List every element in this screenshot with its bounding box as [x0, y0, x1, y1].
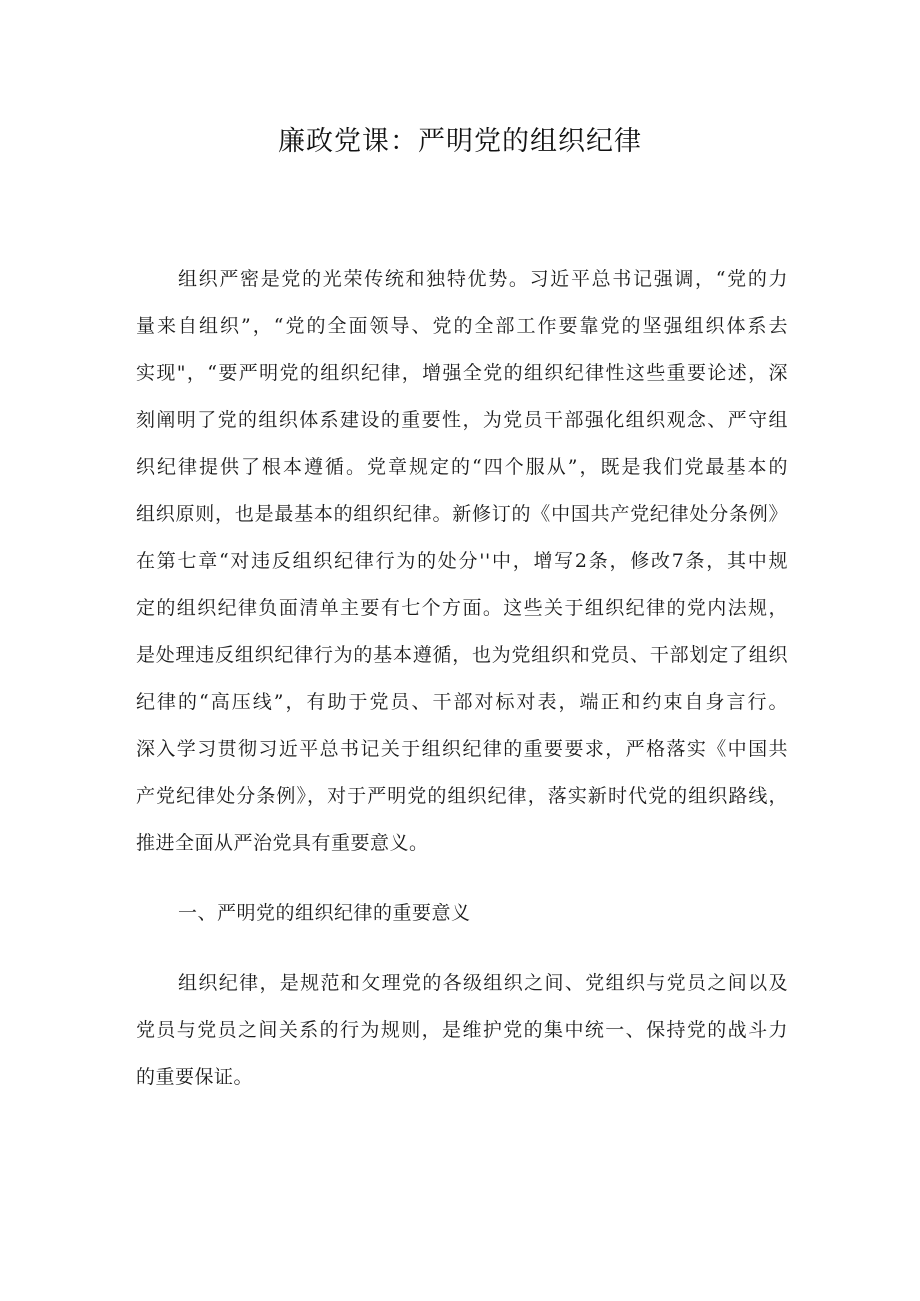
paragraph-2-line-3: 的重要保证。 — [136, 1066, 254, 1088]
section-heading-1: 一、严明党的组织纪律的重要意义 — [178, 902, 471, 924]
paragraph-1-line-10: 纪律的“高压线”，有助于党员、干部对标对表，端正和约束自身言行。 — [136, 691, 788, 713]
paragraph-2-line-2: 党员与党员之间关系的行为规则，是维护党的集中统一、保持党的战斗力 — [136, 1019, 788, 1041]
paragraph-1-line-7: 在第七章“对违反组织纪律行为的处分''中，增写2条，修改7条，其中规 — [136, 550, 788, 572]
paragraph-2-line-1: 组织纪律，是规范和攵理党的各级组织之间、党组织与党员之间以及 — [178, 972, 788, 994]
paragraph-1-line-6: 组织原则，也是最基本的组织纪律。新修订的《中国共产党纪律处分条例》 — [136, 503, 788, 525]
paragraph-1-line-8: 定的组织纪律负面清单主要有七个方面。这些关于组织纪律的党内法规， — [136, 597, 788, 619]
paragraph-1-line-5: 织纪律提供了根本遵循。党章规定的“四个服从”，既是我们党最基本的 — [136, 456, 788, 478]
paragraph-1-line-4: 刻阐明了党的组织体系建设的重要性，为党员干部强化组织观念、严守组 — [136, 409, 788, 431]
paragraph-1-line-2: 量来自组织”，“党的全面领导、党的全部工作要靠党的坚强组织体系去 — [136, 315, 788, 337]
document-title: 廉政党课：严明党的组织纪律 — [278, 126, 642, 157]
paragraph-1-line-3: 实现"，“要严明党的组织纪律，增强全党的组织纪律性这些重要论述，深 — [136, 362, 788, 384]
paragraph-1-line-1: 组织严密是党的光荣传统和独特优势。习近平总书记强调，“党的力 — [178, 268, 788, 290]
paragraph-1-line-13: 推进全面从严治党具有重要意义。 — [136, 832, 429, 854]
paragraph-1-line-11: 深入学习贯彻习近平总书记关于组织纪律的重要要求，严格落实《中国共 — [136, 738, 788, 760]
paragraph-1-line-12: 产党纪律处分条例》，对于严明党的组织纪律，落实新时代党的组织路线， — [136, 785, 788, 807]
paragraph-1-line-9: 是处理违反组织纪律行为的基本遵循，也为党组织和党员、干部划定了组织 — [136, 644, 788, 666]
